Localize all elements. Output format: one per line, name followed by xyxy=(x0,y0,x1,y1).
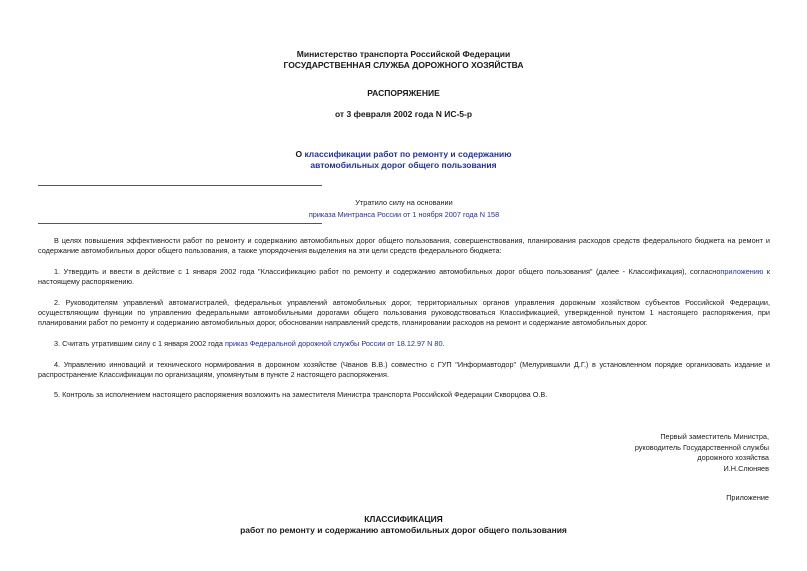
signature-name: И.Н.Слюняев xyxy=(723,463,769,473)
status-note xyxy=(38,197,770,221)
signature-line-3: дорожного хозяйства xyxy=(697,453,769,462)
paragraph-2: 2. Руководителям управлений автомагистралей, федеральных управлений автомобильных дорог, территориальных органов управления дорожным хозяйством субъектов Российской Федерации, осуществляющим функции по управлению федеральными автомобильными дорогами общего пользования руководствоваться Классификацией, утвержденной пунктом 1 настоящего распоряжения, при планировании работ по ремонту и содержанию автомобильных дорог, обосновании направлений средств, планировании расходов на ремонт и содержание автомобильных дорог. xyxy=(38,298,770,328)
paragraph-3-tail: . xyxy=(442,339,445,348)
document-date-number: от 3 февраля 2002 года N ИС-5-р xyxy=(334,109,473,119)
fds-order-link[interactable]: приказ Федеральной дорожной службы России от 18.12.97 N 80 xyxy=(224,339,443,348)
signature-block xyxy=(569,432,769,474)
paragraph-1-tail: к настоящему распоряжению. xyxy=(38,267,770,287)
appendix-title: КЛАССИФИКАЦИЯ xyxy=(364,514,443,524)
title-link-line2[interactable]: автомобильных дорог общего пользования xyxy=(310,160,497,170)
paragraph-5: 5. Контроль за исполнением настоящего распоряжения возложить на заместителя Министра транспорта Российской Федерации Скворцова О.В. xyxy=(54,390,548,399)
status-link[interactable]: приказа Минтранса России от 1 ноября 2007 года N 158 xyxy=(308,210,500,219)
paragraph-3 xyxy=(38,339,770,349)
appendix-subtitle: работ по ремонту и содержанию автомобильных дорог общего пользования xyxy=(240,525,567,535)
paragraph-3-text: 3. Считать утратившим силу с 1 января 2002 года xyxy=(54,339,225,348)
header xyxy=(0,49,807,71)
appendix-heading xyxy=(0,514,807,536)
paragraph-4: 4. Управлению инноваций и технического нормирования в дорожном хозяйстве (Чванов В.В.) совместно с ГУП "Информавтодор" (Мелурившили Д.Г.) в установленном порядке организовать издание и распространение Классификации по организациям, упомянутым в пункте 2 настоящего распоряжения. xyxy=(38,360,770,380)
divider-top xyxy=(38,185,322,186)
title-link[interactable]: классификации работ по ремонту и содержанию xyxy=(304,149,512,159)
document-title xyxy=(0,149,807,171)
divider-bottom xyxy=(38,223,322,224)
paragraph-1 xyxy=(38,267,770,287)
paragraph-1-text: 1. Утвердить и ввести в действие с 1 января 2002 года "Классификацию работ по ремонту и содержанию автомобильных дорог общего пользования" (далее - Классификация), согласно xyxy=(54,267,721,276)
ministry-name: Министерство транспорта Российской Федерации xyxy=(296,49,511,59)
appendix-link[interactable]: приложению xyxy=(720,267,764,276)
title-prefix: О xyxy=(295,149,305,159)
signature-line-1: Первый заместитель Министра, xyxy=(660,432,769,441)
document-type: РАСПОРЯЖЕНИЕ xyxy=(367,88,440,98)
service-name: ГОСУДАРСТВЕННАЯ СЛУЖБА ДОРОЖНОГО ХОЗЯЙСТВА xyxy=(283,60,524,70)
status-text: Утратило силу на основании xyxy=(355,198,453,207)
signature-line-2: руководитель Государственной службы xyxy=(634,442,769,452)
paragraph-preamble: В целях повышения эффективности работ по ремонту и содержанию автомобильных дорог общего пользования, совершенствования, планирования расходов средств федерального бюджета на ремонт и содержание автомобильных дорог общего пользования, а также упорядочения выделения на эти цели средств федерального бюджета: xyxy=(38,236,770,256)
appendix-label: Приложение xyxy=(726,493,769,502)
